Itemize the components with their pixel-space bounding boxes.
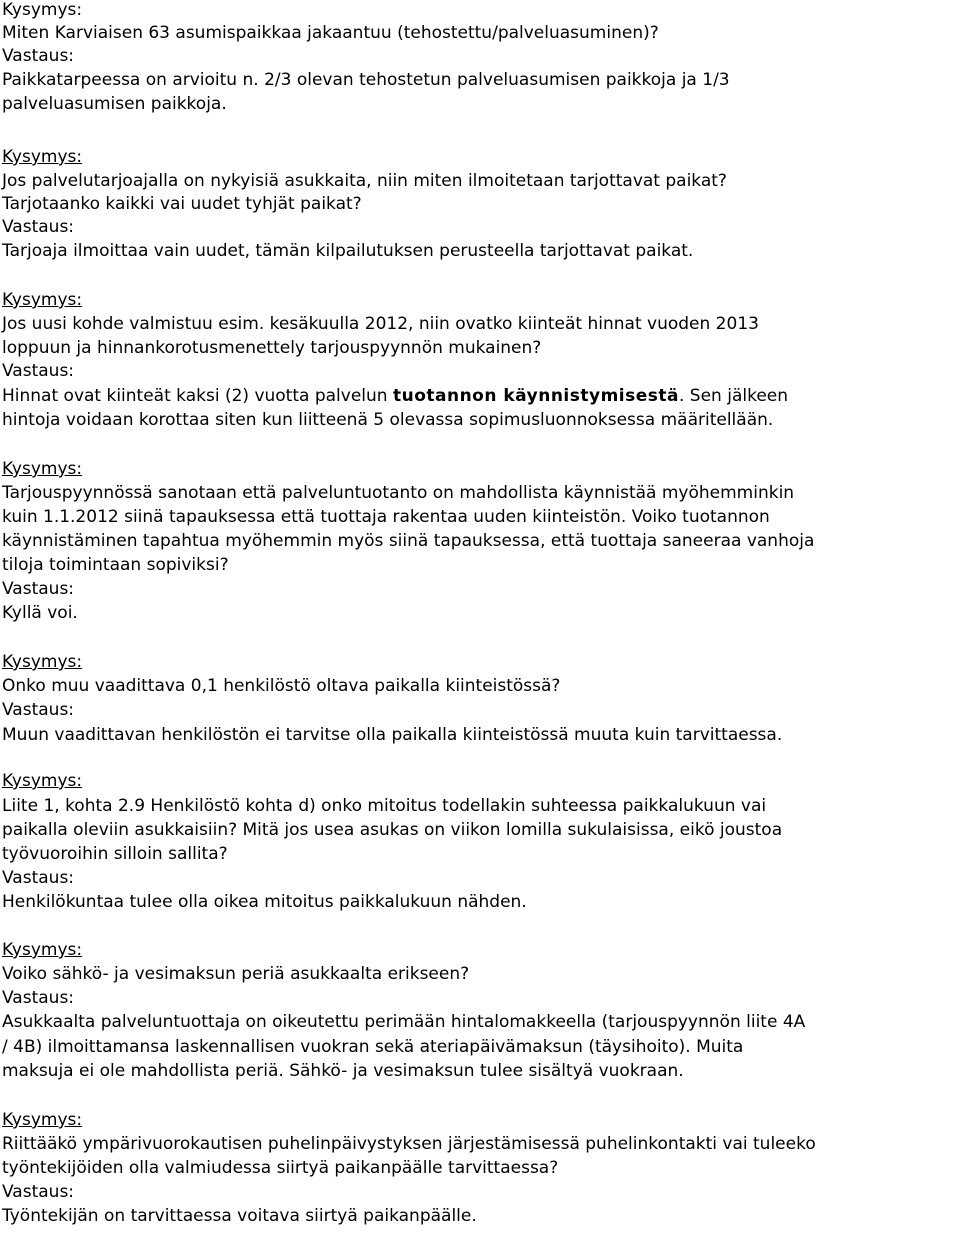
answer-text: hintoja voidaan korottaa siten kun liitteenä 5 olevassa sopimusluonnoksessa määritellään. <box>2 410 774 430</box>
question-text: Jos palvelutarjoajalla on nykyisiä asukkaita, niin miten ilmoitetaan tarjottavat paikat? <box>2 171 727 191</box>
question-label: Kysymys: <box>2 771 83 791</box>
question-text: Tarjouspyynnössä sanotaan että palveluntuotanto on mahdollista käynnistää myöhemminkin <box>2 483 795 503</box>
answer-label: Vastaus: <box>2 988 75 1008</box>
question-text: työntekijöiden olla valmiudessa siirtyä paikanpäälle tarvittaessa? <box>2 1158 559 1178</box>
answer-label: Vastaus: <box>2 1182 75 1202</box>
answer-text <box>2 386 788 406</box>
answer-text: Henkilökuntaa tulee olla oikea mitoitus paikkalukuun nähden. <box>2 892 527 912</box>
answer-text: Kyllä voi. <box>2 603 78 623</box>
question-text: Tarjotaanko kaikki vai uudet tyhjät paikat? <box>2 194 362 214</box>
answer-emphasis: tuotannon käynnistymisestä <box>392 386 679 406</box>
question-text: paikalla oleviin asukkaisiin? Mitä jos usea asukas on viikon lomilla sukulaisissa, eikö joustoa <box>2 820 783 840</box>
answer-text: Tarjoaja ilmoittaa vain uudet, tämän kilpailutuksen perusteella tarjottavat paikat. <box>2 241 694 261</box>
answer-label: Vastaus: <box>2 700 75 720</box>
question-text: Liite 1, kohta 2.9 Henkilöstö kohta d) onko mitoitus todellakin suhteessa paikkalukuun vai <box>2 796 767 816</box>
question-label: Kysymys: <box>2 147 83 167</box>
answer-text: Asukkaalta palveluntuottaja on oikeutettu perimään hintalomakkeella (tarjouspyynnön liite 4A <box>2 1012 806 1032</box>
answer-text: Työntekijän on tarvittaessa voitava siirtyä paikanpäälle. <box>2 1206 477 1226</box>
question-text: loppuun ja hinnankorotusmenettely tarjouspyynnön mukainen? <box>2 338 542 358</box>
answer-label: Vastaus: <box>2 579 75 599</box>
question-label: Kysymys: <box>2 1110 83 1130</box>
answer-text: / 4B) ilmoittamansa laskennallisen vuokran sekä ateriapäivämaksun (täysihoito). Muita <box>2 1037 744 1057</box>
answer-text: palveluasumisen paikkoja. <box>2 94 227 114</box>
answer-text: Muun vaadittavan henkilöstön ei tarvitse olla paikalla kiinteistössä muuta kuin tarvittaessa. <box>2 725 783 745</box>
answer-label: Vastaus: <box>2 868 75 888</box>
answer-label: Vastaus: <box>2 46 75 66</box>
question-text: käynnistäminen tapahtua myöhemmin myös siinä tapauksessa, että tuottaja saneeraa vanhoja <box>2 531 815 551</box>
answer-text: maksuja ei ole mahdollista periä. Sähkö- ja vesimaksun tulee sisältyä vuokraan. <box>2 1061 684 1081</box>
question-text: Voiko sähkö- ja vesimaksun periä asukkaalta erikseen? <box>2 964 470 984</box>
question-text: Onko muu vaadittava 0,1 henkilöstö oltava paikalla kiinteistössä? <box>2 676 561 696</box>
question-text: Riittääkö ympärivuorokautisen puhelinpäivystyksen järjestämisessä puhelinkontakti vai tuleeko <box>2 1134 816 1154</box>
question-text: Miten Karviaisen 63 asumispaikkaa jakaantuu (tehostettu/palveluasuminen)? <box>2 23 659 43</box>
question-text: Jos uusi kohde valmistuu esim. kesäkuulla 2012, niin ovatko kiinteät hinnat vuoden 2013 <box>2 314 759 334</box>
answer-label: Vastaus: <box>2 361 75 381</box>
question-text: tiloja toimintaan sopiviksi? <box>2 555 229 575</box>
question-label: Kysymys: <box>2 940 83 960</box>
question-label: Kysymys: <box>2 0 83 20</box>
question-text: kuin 1.1.2012 siinä tapauksessa että tuottaja rakentaa uuden kiinteistön. Voiko tuotannon <box>2 507 770 527</box>
answer-text: Paikkatarpeessa on arvioitu n. 2/3 olevan tehostetun palveluasumisen paikkoja ja 1/3 <box>2 70 730 90</box>
answer-text-part: Hinnat ovat kiinteät kaksi (2) vuotta palvelun <box>2 386 393 406</box>
question-text: työvuoroihin silloin sallita? <box>2 844 228 864</box>
answer-text-part: . Sen jälkeen <box>678 386 789 406</box>
question-label: Kysymys: <box>2 459 83 479</box>
question-label: Kysymys: <box>2 290 83 310</box>
question-label: Kysymys: <box>2 652 83 672</box>
answer-label: Vastaus: <box>2 217 75 237</box>
